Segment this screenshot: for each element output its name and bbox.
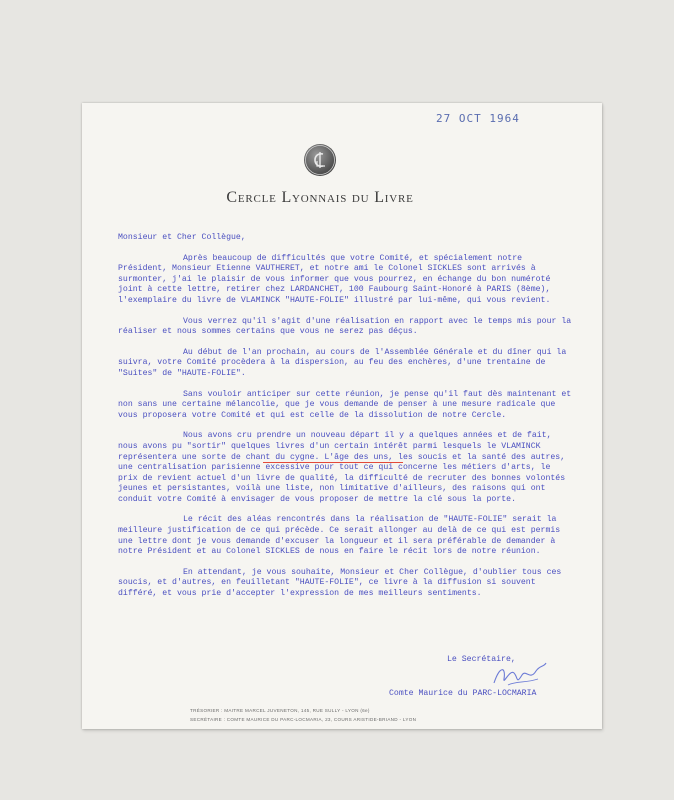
paragraph: Le récit des aléas rencontrés dans la réalisation de "HAUTE-FOLIE" serait la meilleure justification de ce qui précède. Ce serait allonger au delà de ce qui est permis une lettre dont je vous demande d'excuser la longueur et il sera préférable de demander à notre Président et au Colonel SICKLES de nous en faire le récit lors de notre réunion. bbox=[118, 515, 561, 557]
paragraph: Après beaucoup de difficultés que votre Comité, et spécialement notre Président, Monsieur Etienne VAUTHERET, et notre ami le Colonel SICKLES sont arrivés à surmonter, j'ai le plaisir de vous informer que vous pourrez, en échange du bon numéroté joint à cette lettre, retirer chez LARDANCHET, 100 Faubourg Saint-Honoré à PARIS (8ème), l'exemplaire du livre de VLAMINCK "HAUTE-FOLIE" illustré par lui-même, qui vous revient. bbox=[118, 253, 551, 305]
date-stamp: 27 OCT 1964 bbox=[436, 112, 520, 125]
letterhead-footer bbox=[190, 707, 490, 724]
paragraph: Sans vouloir anticiper sur cette réunion, je pense qu'il faut dès maintenant et non sans une certaine mélancolie, que je vous demande de penser à une mesure radicale que vous proposera votre Comité et qui est celle de la dissolution de notre Cercle. bbox=[118, 389, 572, 420]
footer-secretary-line: SECRÉTAIRE : COMTE MAURICE DU PARC-LOCMARIA, 23, COURS ARISTIDE-BRIAND - LYON bbox=[190, 716, 417, 722]
letterhead-title: Cercle Lyonnais du Livre bbox=[226, 189, 414, 206]
footer-treasurer-line: TRÉSORIER : MAITRE MARCEL JUVENETON, 145, RUE SULLY - LYON (6e) bbox=[190, 708, 370, 713]
red-underline-mark bbox=[263, 462, 403, 463]
paragraph: En attendant, je vous souhaite, Monsieur et Cher Collègue, d'oublier tous ces soucis, et d'autres, en feuilletant "HAUTE-FOLIE", ce livre à la diffusion si souvent différé, et vous prie d'accepter l'expression de mes meilleurs sentiments. bbox=[118, 567, 562, 599]
signatory-name: Comte Maurice du PARC-LOCMARIA bbox=[389, 689, 537, 698]
paragraph: Nous avons cru prendre un nouveau départ il y a quelques années et de fait, nous avons pu "sortir" quelques livres d'un certain intérêt parmi lesquels le VLAMINCK représentera une sorte de chant du cygne. L'âge des uns, les soucis et la santé des autres, une centralisation parisienne excessive pour tout ce qui concerne les métiers d'arts, le prix de revient actuel d'un livre de qualité, la difficulté de recruter des bonnes volontés jeunes et persistantes, voilà une liste, non limitative d'ailleurs, des raisons qui ont conduit votre Comité à envisager de vous proposer de mettre la clé sous la porte. bbox=[118, 431, 566, 504]
salutation: Monsieur et Cher Collègue, bbox=[118, 233, 246, 242]
paragraph: Au début de l'an prochain, au cours de l'Assemblée Générale et du dîner qui la suivra, votre Comité procèdera à la dispersion, au feu des enchères, d'une trentaine de "Suites" de "HAUTE-FOLIE". bbox=[118, 347, 567, 378]
letter-body bbox=[118, 233, 573, 610]
paragraph: Vous verrez qu'il s'agit d'une réalisation en rapport avec le temps mis pour la réaliser et nous sommes certains que vous ne serez pas déçus. bbox=[118, 316, 572, 337]
closing: Le Secrétaire, bbox=[447, 655, 516, 664]
seal-logo bbox=[304, 144, 336, 176]
